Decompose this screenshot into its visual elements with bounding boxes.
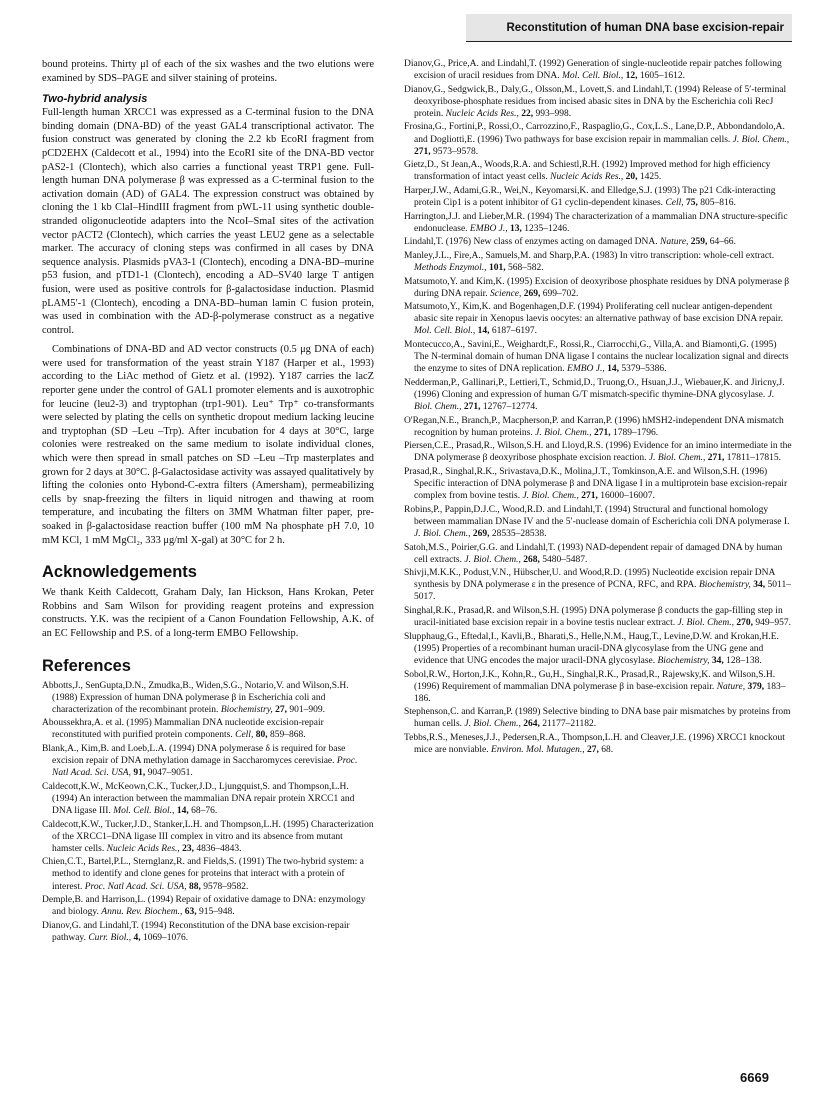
reference-entry [404, 631, 792, 667]
reference-pages: 9578–9582. [203, 881, 249, 892]
reference-entry [404, 706, 792, 730]
reference-pages: 64–66. [709, 237, 736, 248]
reference-pages: 5011–5017. [414, 580, 791, 603]
reference-volume: 269, [472, 528, 490, 539]
reference-volume: 27, [586, 745, 599, 756]
reference-authors: Chien,C.T., Bartel,P.L., Sternglanz,R. and Fields,S. (1991) The two-hybrid system: a method to identify and clone genes for proteins that interact with a protein of interest. [42, 857, 364, 892]
reference-authors: Abbotts,J., SenGupta,D.N., Zmudka,B., Widen,S.G., Notario,V. and Wilson,S.H. (1988) Expression of human DNA polymerase β in Escherichia coli and characterization of the recombinant protein. [42, 680, 349, 715]
reference-authors: Dianov,G., Sedgwick,B., Daly,G., Olsson,M., Lovett,S. and Lindahl,T. (1994) Release of 5′-terminal deoxyribose-phosphate residues from incised abasic sites in DNA by the Escherichia coli RecJ protein. [404, 84, 787, 119]
reference-journal: Science, [490, 288, 522, 299]
reference-entry [404, 504, 792, 540]
reference-volume: 271, [593, 427, 611, 438]
reference-entry [404, 732, 792, 756]
reference-journal: J. Biol. Chem., [414, 528, 471, 539]
reference-pages: 1605–1612. [639, 71, 685, 82]
reference-entry [42, 743, 374, 779]
reference-authors: Dianov,G., Price,A. and Lindahl,T. (1992) Generation of single-nucleotide repair patches following excision of uracil residues from DNA. [404, 59, 782, 82]
reference-authors: Harrington,J.J. and Lieber,M.R. (1994) The characterization of a mammalian DNA structure-specific endonuclease. [404, 211, 788, 234]
reference-journal: J. Biol. Chem., [648, 453, 706, 464]
reference-journal: Nucleic Acids Res., [445, 108, 519, 119]
reference-pages: 915–948. [198, 907, 235, 918]
reference-journal: J. Biol. Chem., [535, 427, 592, 438]
reference-pages: 1789–1796. [612, 427, 659, 438]
running-head: Reconstitution of human DNA base excision-repair [466, 14, 792, 42]
reference-authors: Stephenson,C. and Karran,P. (1989) Selective binding to DNA base pair mismatches by proteins from human cells. [404, 707, 791, 730]
reference-volume: 88, [188, 881, 201, 892]
reference-volume: 379, [747, 681, 765, 692]
reference-pages: 5480–5487. [542, 554, 588, 565]
reference-entry [404, 84, 792, 120]
reference-authors: Gietz,D., St Jean,A., Woods,R.A. and Schiestl,R.H. (1992) Improved method for high efficiency transformation of intact yeast cells. [404, 160, 771, 183]
reference-entry [404, 276, 792, 300]
reference-volume: 14, [176, 806, 189, 816]
reference-entry [404, 159, 792, 183]
reference-entry [42, 819, 374, 855]
reference-volume: 23, [182, 843, 195, 854]
reference-entry [42, 781, 374, 817]
reference-pages: 9573–9578. [433, 146, 479, 157]
reference-entry [404, 250, 792, 274]
reference-volume: 270, [736, 618, 753, 629]
reference-pages: 9047–9051. [147, 768, 193, 779]
reference-volume: 34, [711, 655, 724, 666]
page-number: 6669 [740, 1070, 769, 1085]
reference-authors: Sobol,R.W., Horton,J.K., Kohn,R., Gu,H., Singhal,R.K., Prasad,R., Rajewsky,K. and Wilson,S.H. (1996) Requirement of mammalian DNA polymerase β in base-excision repair. [404, 669, 776, 692]
reference-pages: 4836–4843. [196, 843, 242, 854]
reference-volume: 22, [521, 108, 534, 119]
reference-pages: 901–909. [289, 704, 326, 715]
reference-authors: Harper,J.W., Adami,G.R., Wei,N., Keyomarsi,K. and Elledge,S.J. (1993) The p21 Cdk-interacting protein Cip1 is a potent inhibitor of G1 cyclin-dependent kinases. [404, 185, 776, 209]
reference-authors: Manley,J.L., Fire,A., Samuels,M. and Sharp,P.A. (1983) In vitro transcription: whole-cell extract. [404, 250, 775, 261]
reference-entry [404, 236, 792, 248]
reference-pages: 805–816. [700, 198, 736, 209]
reference-authors: Matsumoto,Y., Kim,K. and Bogenhagen,D.F. (1994) Proliferating cell nuclear antigen-dependent abasic site repair in Xenopus laevis oocytes: an alternative pathway of base excision DNA repair. [404, 302, 784, 325]
reference-journal: Biochemistry, [657, 655, 710, 666]
reference-pages: 68–76. [191, 806, 218, 816]
reference-authors: Slupphaug,G., Eftedal,I., Kavli,B., Bharati,S., Helle,N.M., Haug,T., Levine,D.W. and Krokan,H.E. (1995) Properties of a recombinant human uracil-DNA glycosylase from the UNG gene and evidence that UNG encodes the major uracil-DNA glycosylase. [404, 631, 779, 666]
reference-authors: Aboussekhra,A. et al. (1995) Mammalian DNA nucleotide excision-repair reconstituted with purified protein components. [42, 718, 324, 741]
reference-journal: Cell, [665, 198, 684, 209]
intro-paragraph: bound proteins. Thirty μl of each of the six washes and the two elutions were examined by SDS–PAGE and silver staining of proteins. [42, 59, 374, 84]
reference-entry [404, 377, 792, 413]
reference-entry [404, 415, 792, 439]
reference-journal: Proc. Natl Acad. Sci. USA, [52, 756, 358, 779]
reference-entry [42, 894, 374, 918]
reference-authors: Shivji,M.K.K., Podust,V.N., Hübscher,U. and Wood,R.D. (1995) Nucleotide excision repair DNA synthesis by DNA polymerase ε in the presence of PCNA, RFC, and RPA. [404, 568, 775, 591]
reference-authors: Blank,A., Kim,B. and Loeb,L.A. (1994) DNA polymerase δ is required for base excision repair of DNA methylation damage in Saccharomyces cerevisiae. [42, 744, 346, 767]
reference-pages: 183–186. [414, 681, 786, 704]
reference-pages: 6187–6197. [491, 326, 537, 337]
reference-pages: 68. [601, 745, 614, 756]
references-heading: References [42, 656, 131, 675]
reference-journal: J. Biol. Chem., [732, 134, 790, 145]
reference-volume: 271, [581, 491, 598, 502]
reference-entry [404, 669, 792, 705]
reference-volume: 20, [625, 172, 638, 183]
reference-entry [42, 680, 374, 716]
reference-journal: Nature, [660, 237, 689, 248]
reference-journal: J. Biol. Chem., [677, 618, 734, 629]
reference-authors: Singhal,R.K., Prasad,R. and Wilson,S.H. (1995) DNA polymerase β conducts the gap-filling step in uracil-initiated base excision repair in a bovine testis nuclear extract. [404, 606, 783, 629]
reference-journal: Mol. Cell. Biol., [113, 806, 175, 816]
reference-journal: J. Biol. Chem., [414, 389, 775, 413]
reference-pages: 128–138. [726, 655, 762, 666]
reference-journal: Mol. Cell. Biol., [562, 71, 624, 82]
reference-volume: 271, [707, 453, 725, 464]
reference-journal: Proc. Natl Acad. Sci. USA, [84, 881, 187, 892]
reference-authors: Nedderman,P., Gallinari,P., Lettieri,T., Schmid,D., Truong,O., Hsuan,J.J., Wiebauer,K. and Jiricny,J. (1996) Cloning and expression of human G/T mismatch-specific thymine-DNA glycosylase. [404, 377, 785, 400]
acknowledgements-heading: Acknowledgements [42, 563, 197, 582]
reference-authors: Demple,B. and Harrison,L. (1994) Repair of oxidative damage to DNA: enzymology and biology. [42, 895, 366, 918]
reference-volume: 12, [625, 71, 638, 82]
reference-pages: 1069–1076. [142, 932, 189, 943]
reference-volume: 264, [523, 719, 540, 730]
reference-pages: 28535–28538. [491, 528, 547, 539]
reference-volume: 271, [463, 402, 481, 413]
reference-volume: 27, [275, 704, 288, 715]
reference-authors: Dianov,G. and Lindahl,T. (1994) Reconstitution of the DNA base excision-repair pathway. [42, 920, 350, 943]
left-column [42, 58, 374, 946]
reference-entry [404, 301, 792, 337]
reference-volume: 269, [523, 288, 541, 299]
reference-entry [404, 605, 792, 629]
reference-authors: Piersen,C.E., Prasad,R., Wilson,S.H. and Lloyd,R.S. (1996) Evidence for an imino intermediate in the DNA polymerase β deoxyribose phosphate excision reaction. [404, 441, 792, 464]
reference-journal: J. Biol. Chem., [464, 554, 521, 565]
reference-pages: 1425. [639, 172, 662, 183]
reference-journal: Biochemistry, [698, 580, 751, 591]
reference-authors: Caldecott,K.W., McKeown,C.K., Tucker,J.D., Ljungquist,S. and Thompson,L.H. (1994) An interaction between the mammalian DNA repair protein XRCC1 and DNA ligase III. [42, 781, 355, 816]
reference-pages: 568–582. [507, 263, 544, 273]
reference-pages: 949–957. [755, 618, 791, 629]
reference-volume: 14, [607, 364, 620, 375]
reference-journal: EMBO J., [469, 223, 508, 234]
reference-authors: Robins,P., Pappin,D.J.C., Wood,R.D. and Lindahl,T. (1994) Structural and functional homology between mammalian DNase IV and the 5′-nuclease domain of Escherichia coli DNA polymerase I. [404, 504, 790, 527]
reference-journal: Nucleic Acids Res., [550, 172, 624, 183]
reference-volume: 91, [133, 768, 146, 779]
references-list-right [404, 58, 792, 756]
reference-journal: Nature, [716, 681, 746, 692]
reference-journal: Cell, [235, 730, 254, 741]
two-hybrid-heading: Two-hybrid analysis [42, 93, 148, 106]
reference-pages: 17811–17815. [726, 453, 782, 464]
reference-entry [404, 58, 792, 82]
reference-authors: Montecucco,A., Savini,E., Weighardt,F., Rossi,R., Ciarrocchi,G., Villa,A. and Biamonti,G. (1995) The N-terminal domain of human DNA ligase I contains the nuclear localization signal and directs the enzyme to sites of DNA replication. [404, 340, 789, 375]
reference-entry [42, 717, 374, 741]
reference-journal: Biochemistry, [220, 704, 273, 715]
reference-journal: Environ. Mol. Mutagen., [491, 745, 585, 756]
reference-journal: Methods Enzymol., [414, 263, 487, 273]
reference-journal: J. Biol. Chem., [522, 491, 579, 502]
reference-volume: 63, [184, 907, 197, 918]
reference-volume: 80, [255, 730, 268, 741]
reference-entry [404, 339, 792, 375]
reference-pages: 16000–16007. [600, 491, 655, 502]
references-list-left [42, 680, 374, 944]
reference-entry [404, 567, 792, 603]
reference-entry [404, 121, 792, 157]
reference-volume: 268, [523, 554, 540, 565]
reference-authors: Satoh,M.S., Poirier,G.G. and Lindahl,T. (1993) NAD-dependent repair of damaged DNA by human cell extracts. [404, 542, 783, 565]
reference-pages: 1235–1246. [524, 223, 570, 234]
reference-authors: Tebbs,R.S., Meneses,J.J., Pedersen,R.A., Thompson,L.H. and Cleaver,J.E. (1996) XRCC1 knockout mice are nonviable. [404, 732, 785, 756]
reference-volume: 13, [510, 223, 522, 234]
reference-journal: Nucleic Acids Res., [106, 843, 180, 854]
reference-entry [404, 211, 792, 235]
reference-authors: Lindahl,T. (1976) New class of enzymes acting on damaged DNA. [404, 237, 658, 248]
reference-pages: 699–702. [542, 288, 579, 299]
reference-volume: 4, [133, 932, 141, 943]
reference-entry [404, 185, 792, 209]
two-hybrid-paragraph-2: Combinations of DNA-BD and AD vector constructs (0.5 μg DNA of each) were used for transformation of the yeast strain Y187 (Harper et al., 1993) according to the LiAc method of Gietz et al. (1992). Y187 carries the lacZ reporter gene under the control of GAL1 promoter elements and is auxotrophic for leucine (leu2-3) and tryptophan (trp1-901). Leu⁺ Trp⁺ co-transformants were selected by plating the cells on synthetic dropout medium lacking leucine and tryptophan (SD –Leu –Trp). After incubation for 4 days at 30°C, large colonies were restreaked on the same medium to isolate individual clones, which were then spread in small patches on SD –Leu –Trp masterplates and grown for 2 days at 30°C. β-Galactosidase activity was assayed qualitatively by lifting the colonies onto Hybond-C-extra filters (Amersham), permeabilizing cells by snap-freezing the filters in liquid nitrogen and thawing at room temperature, and incubating the filters on 3MM Whatman filter paper, pre-soaked in β-galactosidase reaction buffer (100 mM Na phosphate pH 7.0, 10 mM KCl, 1 mM MgCl₂, 333 μg/ml X-gal) at 30°C for 2 h. [42, 344, 374, 546]
reference-entry [42, 920, 374, 944]
reference-pages: 12767–12774. [482, 402, 538, 413]
reference-volume: 101, [488, 263, 506, 273]
reference-volume: 259, [690, 237, 708, 248]
reference-authors: O'Regan,N.E., Branch,P., Macpherson,P. and Karran,P. (1996) hMSH2-independent DNA mismatch recognition by human proteins. [404, 415, 784, 438]
reference-journal: Annu. Rev. Biochem., [101, 907, 183, 918]
reference-authors: Prasad,R., Singhal,R.K., Srivastava,D.K., Molina,J.T., Tomkinson,A.E. and Wilson,S.H. (1996) Specific interaction of DNA polymerase β and DNA ligase I in a multiprotein base excision-repair complex from bovine testis. [404, 467, 788, 502]
reference-entry [404, 542, 792, 566]
right-column [404, 58, 792, 758]
reference-volume: 14, [477, 326, 490, 337]
reference-journal: J. Biol. Chem., [464, 719, 521, 730]
reference-entry [404, 466, 792, 502]
reference-pages: 21177–21182. [542, 719, 597, 730]
reference-volume: 271, [414, 146, 431, 157]
reference-entry [42, 856, 374, 892]
reference-volume: 34, [753, 580, 766, 591]
reference-pages: 859–868. [269, 730, 306, 741]
reference-authors: Caldecott,K.W., Tucker,J.D., Stanker,L.H. and Thompson,L.H. (1995) Characterization of the XRCC1–DNA ligase III complex in vitro and its absence from mutant hamster cells. [42, 819, 374, 854]
reference-pages: 993–998. [535, 108, 572, 119]
reference-journal: Curr. Biol., [88, 932, 132, 943]
reference-entry [404, 440, 792, 464]
reference-journal: EMBO J., [567, 364, 605, 375]
two-hybrid-paragraph-1: Full-length human XRCC1 was expressed as a C-terminal fusion to the DNA binding domain (DNA-BD) of the yeast GAL4 transcriptional activator. The fusion construct was generated by cloning the 2.2 kb EcoRI fragment from pCD2EHX (Caldecott et al., 1994) into the EcoRI site of the DNA-BD vector pAS2-1 (Clontech), which also carries a functional yeast TRP1 gene. Full-length human DNA polymerase β was expressed as a C-terminal fusion to the activation domain (AD) of GAL4. The expression construct was obtained by cloning the 1 kb ClaI–HindIII fragment from pWL-11 using synthetic double-stranded oligonucleotide adapters into the NcoI–SmaI sites of the activation vector pACT2 (Clontech), which carries the yeast LEU2 gene as a selectable marker. The accuracy of cloning steps was confirmed in all cases by DNA sequence analysis. Plasmids pVA3-1 (Clontech), encoding a DNA-BD–murine p53 fusion, and pTD1-1 (Clontech), encoding a AD–SV40 large T antigen fusion, were used as positive controls for β-galactosidase induction. Plasmid pLAM5′-1 (Clontech), encoding a DNA-BD–human lamin C fusion protein, was used in combination with the AD-β-polymerase construct as a negative control. [42, 107, 374, 336]
reference-volume: 75, [686, 198, 698, 209]
reference-pages: 5379–5386. [621, 364, 667, 375]
acknowledgements-text: We thank Keith Caldecott, Graham Daly, Ian Hickson, Hans Krokan, Peter Robbins and Sam Wilson for providing reagent proteins and expression constructs. Y.K. was the recipient of a Canon Foundation Fellowship, A.K. of an EC Fellowship and P.S. of a long-term EMBO Fellowship. [42, 587, 374, 639]
reference-authors: Frosina,G., Fortini,P., Rossi,O., Carrozzino,F., Raspaglio,G., Cox,L.S., Lane,D.P., Abbondandolo,A. and Dogliotti,E. (1996) Two pathways for base excision repair in mammalian cells. [404, 122, 785, 145]
reference-journal: Mol. Cell. Biol., [414, 326, 476, 337]
reference-authors: Matsumoto,Y. and Kim,K. (1995) Excision of deoxyribose phosphate residues by DNA polymerase β during DNA repair. [404, 276, 790, 299]
